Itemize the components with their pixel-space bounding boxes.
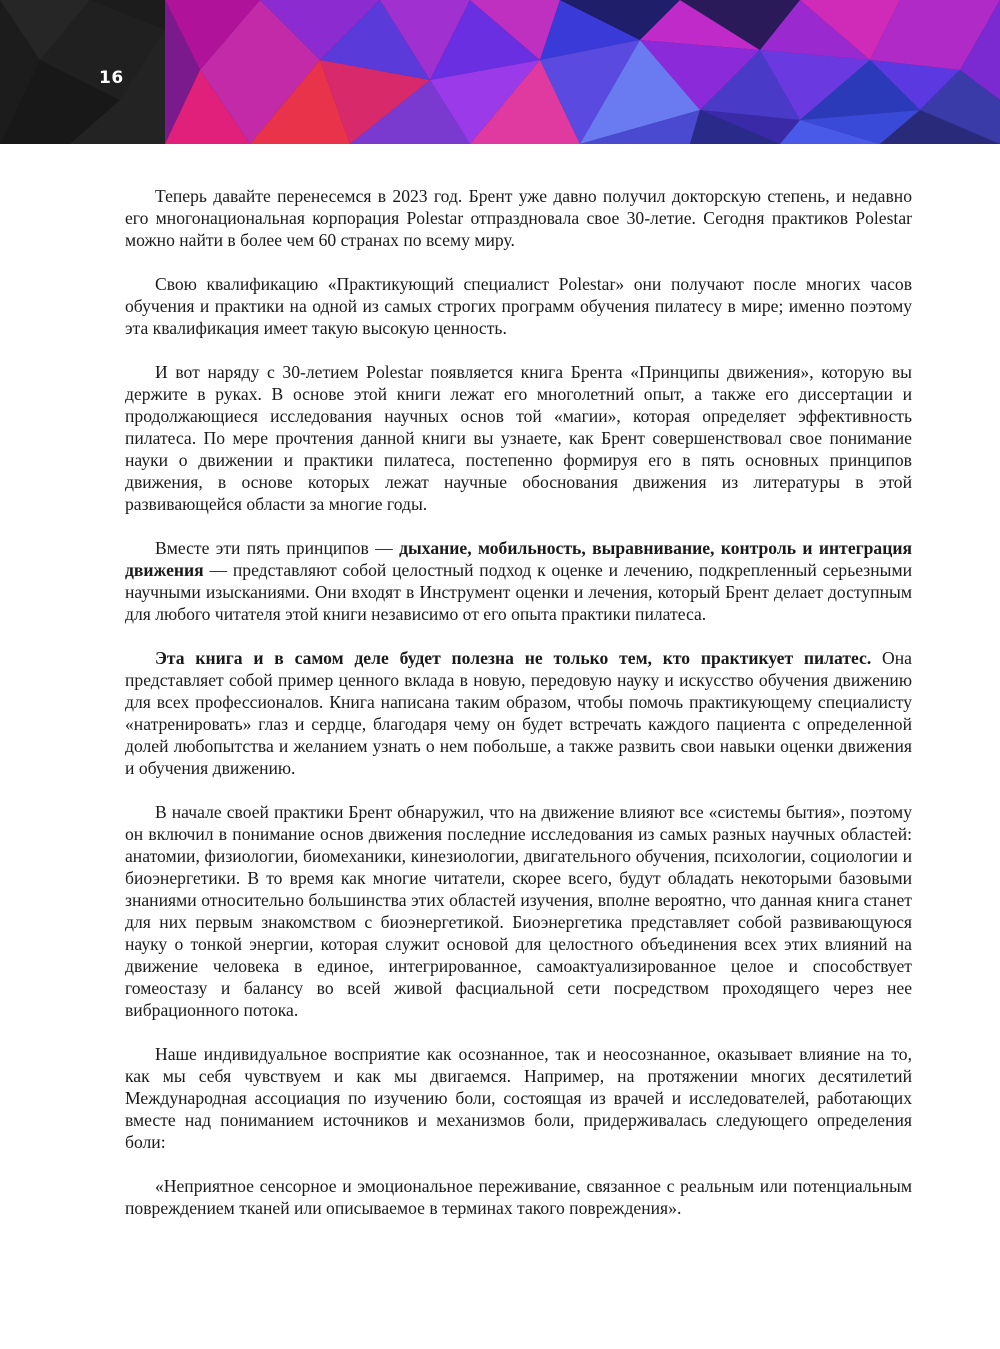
- polygon-pattern: [0, 0, 1000, 144]
- paragraph-3: И вот наряду с 30-летием Polestar появляется книга Брента «Принципы движения», которую вы держите в руках. В основе этой книги лежат его многолетний опыт, а также его диссертации и продолжающиеся исследования научных основ той «магии», которая определяет эффективность пилатеса. По мере прочтения данной книги вы узнаете, как Брент совершенствовал свое понимание науки о движении и практики пилатеса, постепенно формируя его в пять основных принципов движения, в основе которых лежат научные обоснования движения из литературы в этой развивающейся области за многие годы.: [125, 362, 912, 514]
- paragraph-6: В начале своей практики Брент обнаружил, что на движение влияют все «системы бытия», поэтому он включил в понимание основ движения последние исследования из самых разных научных областей: анатомии, физиологии, биомеханики, кинезиологии, двигательного обучения, психологии, социологии и биоэнергетики. В то время как многие читатели, скорее всего, будут обладать некоторыми базовыми знаниями относительно большинства этих областей изучения, вполне вероятно, что данная книга станет для них первым знакомством с биоэнергетикой. Биоэнергетика представляет собой развивающуюся науку о тонкой энергии, которая служит основой для целостного объединения всех этих влияний на движение человека в единое, интегрированное, самоактуализированное целое и способствует гомеостазу и балансу во всей живой фасциальной сети посредством проходящего через нее вибрационного потока.: [125, 802, 912, 1020]
- header-banner: [0, 0, 1000, 144]
- paragraph-4-lead: Вместе эти пять принципов —: [155, 538, 400, 558]
- paragraph-5-bold: Эта книга и в самом деле будет полезна не только тем, кто практикует пилатес.: [155, 648, 872, 668]
- paragraph-7: Наше индивидуальное восприятие как осознанное, так и неосознанное, оказывает влияние на то, как мы себя чувствуем и как мы двигаемся. Например, на протяжении многих десятилетий Международная ассоциация по изучению боли, состоящая из врачей и исследователей, работающих вместе над пониманием источников и механизмов боли, придерживалась следующего определения боли:: [125, 1044, 912, 1152]
- paragraph-4: [125, 537, 912, 625]
- paragraph-4-bold: дыхание, мобильность, выравнивание, контроль и интеграция движения: [125, 538, 912, 580]
- pain-definition-quote: «Неприятное сенсорное и эмоциональное переживание, связанное с реальным или потенциальным повреждением тканей или описываемое в терминах такого повреждения».: [125, 1176, 912, 1218]
- main-text: [125, 185, 912, 1241]
- paragraph-5-rest: Она представляет собой пример ценного вклада в новую, передовую науку и искусство обучения движению для всех профессионалов. Книга написана таким образом, чтобы помочь практикующему специалисту «натренировать» глаз и сердце, благодаря чему он будет встречать каждого пациента с определенной долей любопытства и желанием узнать о нем побольше, а также развить свои навыки оценки движения и обучения движению.: [125, 648, 912, 778]
- paragraph-1: Теперь давайте перенесемся в 2023 год. Брент уже давно получил докторскую степень, и недавно его многонациональная корпорация Polestar отпраздновала свое 30-летие. Сегодня практиков Polestar можно найти в более чем 60 странах по всему миру.: [125, 186, 912, 250]
- paragraph-5: [125, 647, 912, 779]
- paragraph-2: Свою квалификацию «Практикующий специалист Polestar» они получают после многих часов обучения и практики на одной из самых строгих программ обучения пилатесу в мире; именно поэтому эта квалификация имеет такую высокую ценность.: [125, 274, 912, 338]
- paragraph-4-rest: — представляют собой целостный подход к оценке и лечению, подкрепленный серьезными научными изысканиями. Они входят в Инструмент оценки и лечения, который Брент делает доступным для любого читателя этой книги независимо от его опыта практики пилатеса.: [125, 560, 912, 624]
- page-number: 16: [99, 68, 124, 88]
